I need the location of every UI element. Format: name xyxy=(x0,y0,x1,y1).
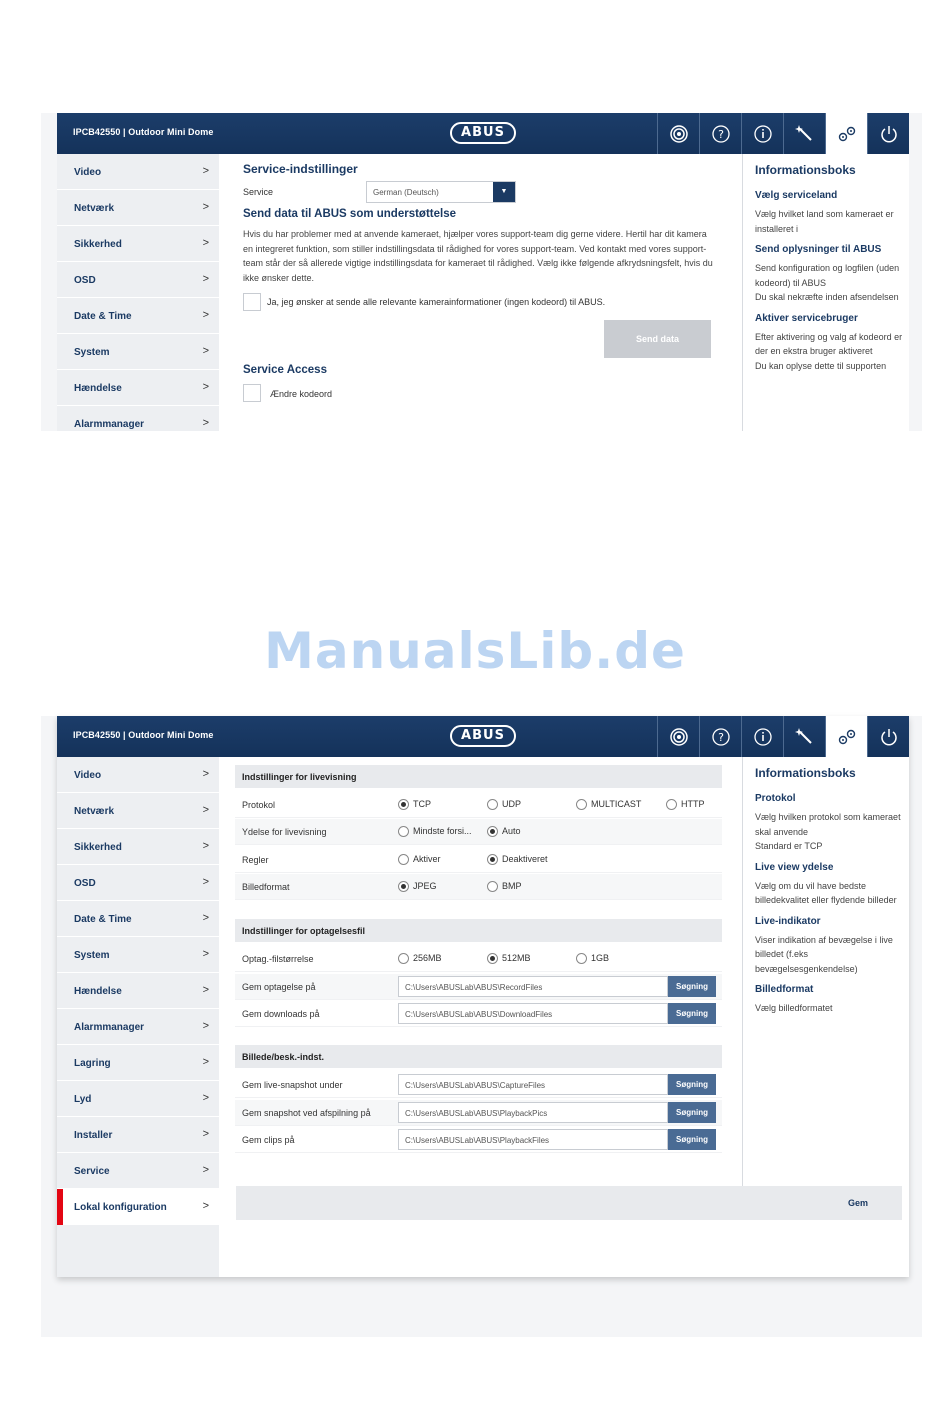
chevron-right-icon: > xyxy=(202,1164,209,1176)
info-icon xyxy=(753,124,773,144)
camera-lens-icon xyxy=(669,124,689,144)
chevron-right-icon: > xyxy=(202,984,209,996)
service-country-value: German (Deutsch) xyxy=(373,188,439,197)
chevron-right-icon: > xyxy=(202,1092,209,1104)
send-data-button[interactable]: Send data xyxy=(604,320,711,358)
file-size-label: Optag.-filstørrelse xyxy=(242,954,314,964)
sidebar-item-label: Date & Time xyxy=(74,914,132,925)
info-text: Vælg om du vil have bedste billedekvalitet eller flydende billeder xyxy=(755,880,897,905)
chevron-right-icon: > xyxy=(202,768,209,780)
wizard-icon xyxy=(795,124,815,144)
sidebar-item-label: Sikkerhed xyxy=(74,842,122,853)
wizard-button[interactable] xyxy=(783,716,825,757)
radio-http[interactable]: HTTP xyxy=(666,799,705,809)
sidebar-item-label: Sikkerhed xyxy=(74,239,122,250)
info-text: Vælg hvilket land som kameraet er installeret i xyxy=(755,209,894,234)
sidebar-item-label: Video xyxy=(74,167,102,178)
info-heading: Aktiver servicebruger xyxy=(755,312,858,324)
sidebar-item-label: Lyd xyxy=(74,1094,92,1105)
info-text: Send konfiguration og logfilen (uden kodeord) til ABUS xyxy=(755,263,900,288)
sidebar-item-date-time[interactable] xyxy=(57,298,219,334)
radio-jpeg[interactable]: JPEG xyxy=(398,881,437,891)
page-title: Service-indstillinger xyxy=(243,162,358,176)
info-text: Du kan oplyse dette til supporten xyxy=(755,360,887,371)
help-button[interactable] xyxy=(699,113,741,154)
info-text: Standard er TCP xyxy=(755,841,823,851)
info-heading: Vælg serviceland xyxy=(755,190,838,201)
radio-1gb[interactable]: 1GB xyxy=(576,953,609,963)
save-recording-search-button[interactable]: Søgning xyxy=(668,976,716,997)
svg-text:?: ? xyxy=(717,730,724,744)
save-playback-snapshot-path[interactable]: C:\Users\ABUSLab\ABUS\PlaybackPics xyxy=(398,1102,668,1123)
sidebar-item-label: Installer xyxy=(74,1130,113,1141)
settings-icon xyxy=(837,727,857,747)
info-heading: Protokol xyxy=(755,793,796,804)
logout-button[interactable] xyxy=(867,113,909,154)
radio-512mb[interactable]: 512MB xyxy=(487,953,531,963)
save-downloads-label: Gem downloads på xyxy=(242,1009,320,1019)
section-recording-file: Indstillinger for optagelsesfil xyxy=(235,919,722,942)
sidebar-item-label: System xyxy=(74,950,110,961)
sidebar-item-osd[interactable] xyxy=(57,262,219,298)
save-playback-snapshot-label: Gem snapshot ved afspilning på xyxy=(242,1108,371,1118)
screenshot-service-settings xyxy=(41,113,922,431)
sidebar-item-alarm-manager[interactable] xyxy=(57,406,219,431)
sidebar-item-label: Alarmmanager xyxy=(74,1022,145,1033)
info-heading: Billedformat xyxy=(755,984,814,995)
save-bar xyxy=(236,1186,902,1220)
app-window xyxy=(57,113,909,431)
info-box xyxy=(742,757,909,1219)
sidebar-item-audio[interactable] xyxy=(57,1081,219,1117)
sidebar-item-video[interactable] xyxy=(57,757,219,793)
radio-disabled[interactable]: Deaktiveret xyxy=(487,854,548,864)
chevron-right-icon: > xyxy=(202,912,209,924)
change-password-checkbox[interactable] xyxy=(243,384,261,402)
chevron-right-icon: > xyxy=(202,381,209,393)
camera-model: IPCB42550 | Outdoor Mini Dome xyxy=(73,730,214,740)
chevron-right-icon: > xyxy=(202,876,209,888)
save-clips-row xyxy=(235,1127,722,1153)
save-live-snapshot-row xyxy=(235,1072,722,1098)
image-format-label: Billedformat xyxy=(242,882,290,892)
chevron-down-icon: ▼ xyxy=(493,182,515,202)
info-box-title: Informationsboks xyxy=(755,766,856,780)
power-icon xyxy=(879,727,899,747)
protocol-row xyxy=(235,792,722,818)
sidebar-item-video[interactable] xyxy=(57,154,219,190)
rules-row xyxy=(235,847,722,873)
wizard-icon xyxy=(795,727,815,747)
sidebar-item-security[interactable] xyxy=(57,226,219,262)
abus-logo: ABUS xyxy=(450,725,516,747)
info-heading: Live view ydelse xyxy=(755,861,834,873)
send-data-description: Hvis du har problemer med at anvende kameraet, hjælper vores support-team dig gerne videre. Hertil har dit kamera en integreret funktion, som stiller indstillingsdata til rådighed for vores support-team. Ved kontakt med vores support-team står der så allerede vigtige indstillingsdata for kameraet til rådighed. Vælg ikke følgende afkrydsningsfelt, hvis du ikke ønsker dette. xyxy=(243,229,713,283)
save-recording-label: Gem optagelse på xyxy=(242,982,316,992)
sidebar-item-label: OSD xyxy=(74,275,96,286)
radio-multicast[interactable]: MULTICAST xyxy=(576,799,641,809)
performance-label: Ydelse for livevisning xyxy=(242,827,327,837)
chevron-right-icon: > xyxy=(202,417,209,429)
sidebar-item-storage[interactable] xyxy=(57,1045,219,1081)
save-clips-label: Gem clips på xyxy=(242,1135,295,1145)
change-password-label: Ændre kodeord xyxy=(270,389,333,399)
sidebar-nav xyxy=(57,154,219,431)
service-access-title: Service Access xyxy=(243,364,327,376)
section-image-clip: Billede/besk.-indst. xyxy=(235,1045,722,1068)
app-window xyxy=(57,716,909,1277)
sidebar-item-label: Alarmmanager xyxy=(74,419,145,430)
save-playback-snapshot-search-button[interactable]: Søgning xyxy=(668,1102,716,1123)
sidebar-item-events[interactable] xyxy=(57,973,219,1009)
consent-checkbox[interactable] xyxy=(243,293,261,311)
info-heading: Live-indikator xyxy=(755,915,821,927)
radio-udp[interactable]: UDP xyxy=(487,799,521,809)
chevron-right-icon: > xyxy=(202,201,209,213)
info-text: Viser indikation af bevægelse i live billedet (f.eks bevægelsesgenkendelse) xyxy=(755,934,893,974)
sidebar-item-installer[interactable] xyxy=(57,1117,219,1153)
chevron-right-icon: > xyxy=(202,840,209,852)
screenshot-local-configuration xyxy=(41,716,922,1337)
save-downloads-search-button[interactable]: Søgning xyxy=(668,1003,716,1024)
sidebar-item-label: Lokal konfiguration xyxy=(74,1202,167,1213)
file-size-row xyxy=(235,946,722,972)
sidebar-item-label: Video xyxy=(74,770,102,781)
sidebar-item-network[interactable] xyxy=(57,793,219,829)
chevron-right-icon: > xyxy=(202,1056,209,1068)
info-box xyxy=(742,154,909,431)
radio-tcp[interactable]: TCP xyxy=(398,799,431,809)
sidebar-item-label: Service xyxy=(74,1166,110,1177)
performance-row xyxy=(235,819,722,845)
sidebar-item-service[interactable] xyxy=(57,1153,219,1189)
sidebar-item-label: Lagring xyxy=(74,1058,111,1069)
rules-label: Regler xyxy=(242,855,269,865)
chevron-right-icon: > xyxy=(202,273,209,285)
sidebar-item-label: Netværk xyxy=(74,806,115,817)
sidebar-item-alarm-manager[interactable] xyxy=(57,1009,219,1045)
service-label: Service xyxy=(243,187,274,197)
save-live-snapshot-path[interactable]: C:\Users\ABUSLab\ABUS\CaptureFiles xyxy=(398,1074,668,1095)
top-bar xyxy=(57,716,909,757)
info-text: Efter aktivering og valg af kodeord er der en ekstra bruger aktiveret xyxy=(755,331,903,356)
image-format-row xyxy=(235,874,722,900)
save-downloads-row xyxy=(235,1001,722,1027)
info-text: Vælg billedformatet xyxy=(755,1003,833,1013)
info-icon xyxy=(753,727,773,747)
abus-logo: ABUS xyxy=(450,122,516,144)
toolbar xyxy=(657,716,909,757)
info-heading: Send oplysninger til ABUS xyxy=(755,244,882,255)
help-icon xyxy=(711,727,731,747)
wizard-button[interactable] xyxy=(783,113,825,154)
logout-button[interactable] xyxy=(867,716,909,757)
sidebar-item-label: OSD xyxy=(74,878,96,889)
sidebar-item-osd[interactable] xyxy=(57,865,219,901)
main-content xyxy=(220,154,742,431)
service-country-select[interactable] xyxy=(366,181,516,203)
chevron-right-icon: > xyxy=(202,1128,209,1140)
save-button[interactable]: Gem xyxy=(847,1198,868,1208)
chevron-right-icon: > xyxy=(202,309,209,321)
protocol-label: Protokol xyxy=(242,800,276,810)
sidebar-item-label: Date & Time xyxy=(74,311,132,322)
info-text: Vælg hvilken protokol som kameraet skal anvende xyxy=(755,812,901,837)
toolbar xyxy=(657,113,909,154)
info-button[interactable] xyxy=(741,716,783,757)
live-view-button[interactable] xyxy=(657,716,699,757)
power-icon xyxy=(879,124,899,144)
save-downloads-path[interactable]: C:\Users\ABUSLab\ABUS\DownloadFiles xyxy=(398,1003,668,1024)
radio-auto[interactable]: Auto xyxy=(487,826,521,836)
sidebar-nav xyxy=(57,757,219,1277)
save-live-snapshot-label: Gem live-snapshot under xyxy=(242,1080,343,1090)
settings-button[interactable] xyxy=(825,716,867,757)
radio-256mb[interactable]: 256MB xyxy=(398,953,442,963)
sidebar-item-label: Netværk xyxy=(74,203,115,214)
consent-label: Ja, jeg ønsker at sende alle relevante kamerainformationer (ingen kodeord) til ABUS. xyxy=(267,297,606,307)
settings-button[interactable] xyxy=(825,113,867,154)
sidebar-item-network[interactable] xyxy=(57,190,219,226)
chevron-right-icon: > xyxy=(202,1200,209,1212)
sidebar-item-date-time[interactable] xyxy=(57,901,219,937)
send-data-title: Send data til ABUS som understøttelse xyxy=(243,208,456,220)
sidebar-item-events[interactable] xyxy=(57,370,219,406)
info-button[interactable] xyxy=(741,113,783,154)
sidebar-item-security[interactable] xyxy=(57,829,219,865)
help-button[interactable] xyxy=(699,716,741,757)
chevron-right-icon: > xyxy=(202,1020,209,1032)
chevron-right-icon: > xyxy=(202,345,209,357)
radio-min-delay[interactable]: Mindste forsi... xyxy=(398,826,472,836)
top-bar xyxy=(57,113,909,154)
camera-lens-icon xyxy=(669,727,689,747)
sidebar-item-label: Hændelse xyxy=(74,986,122,997)
sidebar-item-system[interactable] xyxy=(57,334,219,370)
settings-icon xyxy=(837,124,857,144)
section-live-view: Indstillinger for livevisning xyxy=(235,765,722,788)
live-view-button[interactable] xyxy=(657,113,699,154)
save-recording-path[interactable]: C:\Users\ABUSLab\ABUS\RecordFiles xyxy=(398,976,668,997)
info-box-title: Informationsboks xyxy=(755,163,856,177)
chevron-right-icon: > xyxy=(202,948,209,960)
radio-enable[interactable]: Aktiver xyxy=(398,854,441,864)
chevron-right-icon: > xyxy=(202,237,209,249)
chevron-right-icon: > xyxy=(202,804,209,816)
radio-bmp[interactable]: BMP xyxy=(487,881,522,891)
help-icon xyxy=(711,124,731,144)
save-playback-snapshot-row xyxy=(235,1100,722,1126)
save-clips-search-button[interactable]: Søgning xyxy=(668,1129,716,1150)
camera-model: IPCB42550 | Outdoor Mini Dome xyxy=(73,127,214,137)
sidebar-item-system[interactable] xyxy=(57,937,219,973)
watermark: ManualsLib.de xyxy=(264,622,686,680)
info-text: Du skal nekræfte inden afsendelsen xyxy=(755,292,899,302)
save-live-snapshot-search-button[interactable]: Søgning xyxy=(668,1074,716,1095)
sidebar-item-local-configuration[interactable] xyxy=(57,1189,219,1225)
svg-text:?: ? xyxy=(717,127,724,141)
save-clips-path[interactable]: C:\Users\ABUSLab\ABUS\PlaybackFiles xyxy=(398,1129,668,1150)
sidebar-item-label: Hændelse xyxy=(74,383,122,394)
sidebar-item-label: System xyxy=(74,347,110,358)
chevron-right-icon: > xyxy=(202,165,209,177)
save-recording-row xyxy=(235,974,722,1000)
